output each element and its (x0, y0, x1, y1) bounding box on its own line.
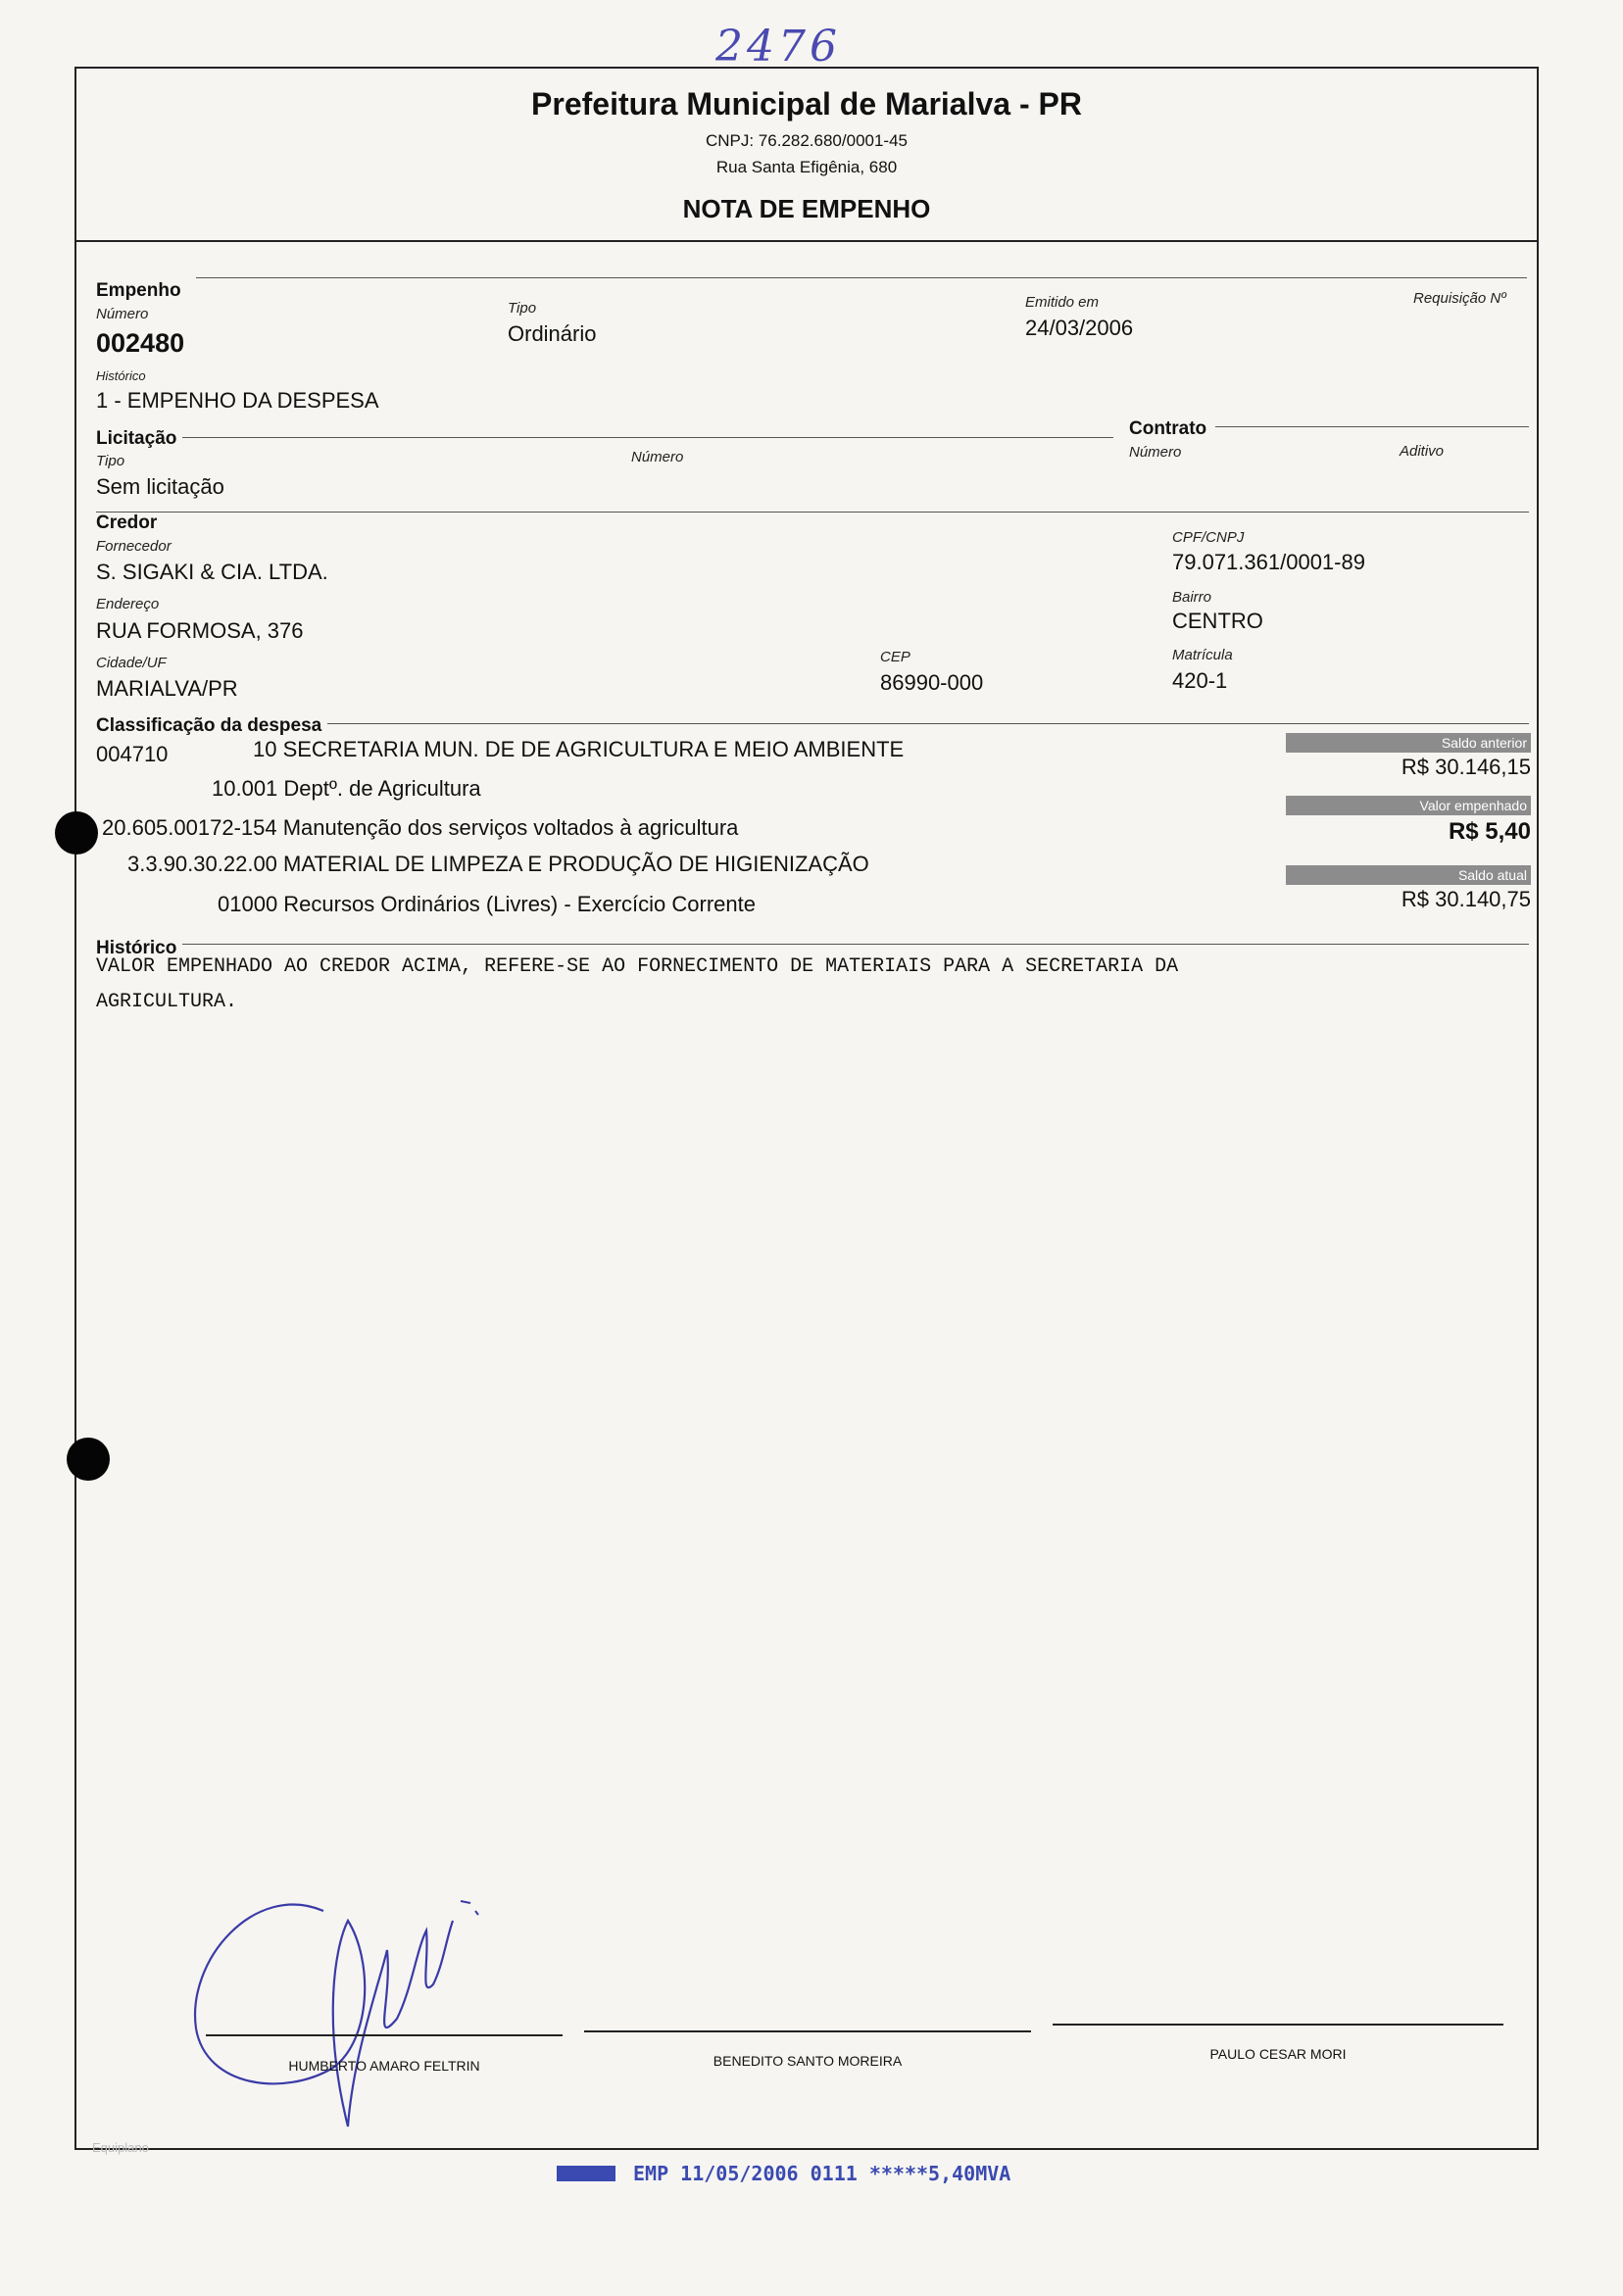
contrato-numero-label: Número (1129, 444, 1182, 461)
tipo-label: Tipo (508, 300, 537, 317)
punch-hole (55, 811, 98, 855)
section-rule (96, 512, 1529, 513)
dotacao-recurso: 01000 Recursos Ordinários (Livres) - Exercício Corrente (218, 892, 756, 916)
cep-value: 86990-000 (880, 670, 984, 695)
signature-scribble (176, 1842, 510, 2156)
section-rule (327, 723, 1529, 724)
requisicao-label: Requisição Nº (1413, 290, 1506, 307)
document-title: NOTA DE EMPENHO (682, 194, 931, 223)
signature-line (206, 2034, 563, 2036)
emitido-date: 24/03/2006 (1025, 316, 1134, 340)
stamp-bar-icon (557, 2166, 615, 2181)
section-rule (1215, 426, 1529, 427)
saldo-atual-label: Saldo atual (1286, 865, 1531, 885)
licitacao-tipo: Sem licitação (96, 474, 224, 499)
software-label: Equiplano (92, 2140, 149, 2155)
licitacao-tipo-label: Tipo (96, 453, 125, 469)
signature-line (584, 2030, 1031, 2032)
endereco-value: RUA FORMOSA, 376 (96, 618, 304, 643)
dotacao-departamento: 10.001 Deptº. de Agricultura (212, 776, 481, 801)
dotacao-elemento: 3.3.90.30.22.00 MATERIAL DE LIMPEZA E PRODUÇÃO DE HIGIENIZAÇÃO (127, 852, 869, 876)
historico-value: 1 - EMPENHO DA DESPESA (96, 388, 379, 413)
header-separator (76, 240, 1537, 242)
document-frame (74, 67, 1539, 2150)
saldo-anterior-label: Saldo anterior (1286, 733, 1531, 753)
valor-empenhado-amount: R$ 5,40 (1448, 818, 1531, 845)
cnpj-line: CNPJ: 76.282.680/0001-45 (705, 131, 909, 150)
empenho-number: 002480 (96, 328, 185, 358)
section-credor: Credor (96, 513, 158, 533)
valor-empenhado-label: Valor empenhado (1286, 796, 1531, 815)
section-contrato: Contrato (1129, 418, 1207, 439)
emitido-label: Emitido em (1025, 294, 1100, 311)
dotacao-secretaria: 10 SECRETARIA MUN. DE DE AGRICULTURA E MEIO AMBIENTE (253, 737, 905, 761)
endereco-label: Endereço (96, 596, 160, 612)
signature-name-2: BENEDITO SANTO MOREIRA (713, 2053, 903, 2069)
numero-label: Número (96, 306, 149, 322)
matricula-value: 420-1 (1172, 668, 1228, 693)
fornecedor-label: Fornecedor (96, 538, 172, 555)
cidade-value: MARIALVA/PR (96, 676, 238, 701)
dotacao-code: 004710 (96, 742, 169, 766)
cidade-label: Cidade/UF (96, 655, 167, 671)
tipo-value: Ordinário (508, 321, 597, 346)
contrato-aditivo-label: Aditivo (1400, 443, 1445, 460)
saldo-anterior-amount: R$ 30.146,15 (1401, 755, 1531, 779)
handwritten-number: 2476 (715, 22, 841, 72)
signature-line (1053, 2024, 1503, 2026)
dotacao-programa: 20.605.00172-154 Manutenção dos serviços voltados à agricultura (102, 815, 739, 840)
historico-label: Histórico (96, 368, 146, 383)
section-historico: Histórico (96, 938, 177, 958)
section-rule (182, 437, 1113, 438)
signature-name-1: HUMBERTO AMARO FELTRIN (288, 2058, 480, 2074)
cpf-label: CPF/CNPJ (1172, 529, 1245, 546)
matricula-label: Matrícula (1172, 647, 1233, 663)
signature-name-3: PAULO CESAR MORI (1209, 2046, 1347, 2062)
section-licitacao: Licitação (96, 428, 177, 449)
licitacao-numero-label: Número (631, 449, 684, 465)
section-rule (182, 944, 1529, 945)
punch-hole (67, 1438, 110, 1481)
bairro-value: CENTRO (1172, 609, 1263, 633)
bairro-label: Bairro (1172, 589, 1212, 606)
municipality-title: Prefeitura Municipal de Marialva - PR (531, 86, 1082, 122)
historico-text-line2: AGRICULTURA. (96, 991, 238, 1013)
section-rule (196, 277, 1527, 278)
address-line: Rua Santa Efigênia, 680 (715, 158, 898, 176)
section-empenho: Empenho (96, 280, 181, 301)
saldo-atual-amount: R$ 30.140,75 (1401, 887, 1531, 911)
processing-stamp: EMP 11/05/2006 0111 *****5,40MVA (633, 2162, 1011, 2185)
section-classificacao: Classificação da despesa (96, 715, 322, 736)
fornecedor-value: S. SIGAKI & CIA. LTDA. (96, 560, 328, 584)
cep-label: CEP (880, 649, 910, 665)
cpf-value: 79.071.361/0001-89 (1172, 550, 1365, 574)
historico-text-line1: VALOR EMPENHADO AO CREDOR ACIMA, REFERE-SE AO FORNECIMENTO DE MATERIAIS PARA A SECRETARIA DA (96, 955, 1179, 978)
